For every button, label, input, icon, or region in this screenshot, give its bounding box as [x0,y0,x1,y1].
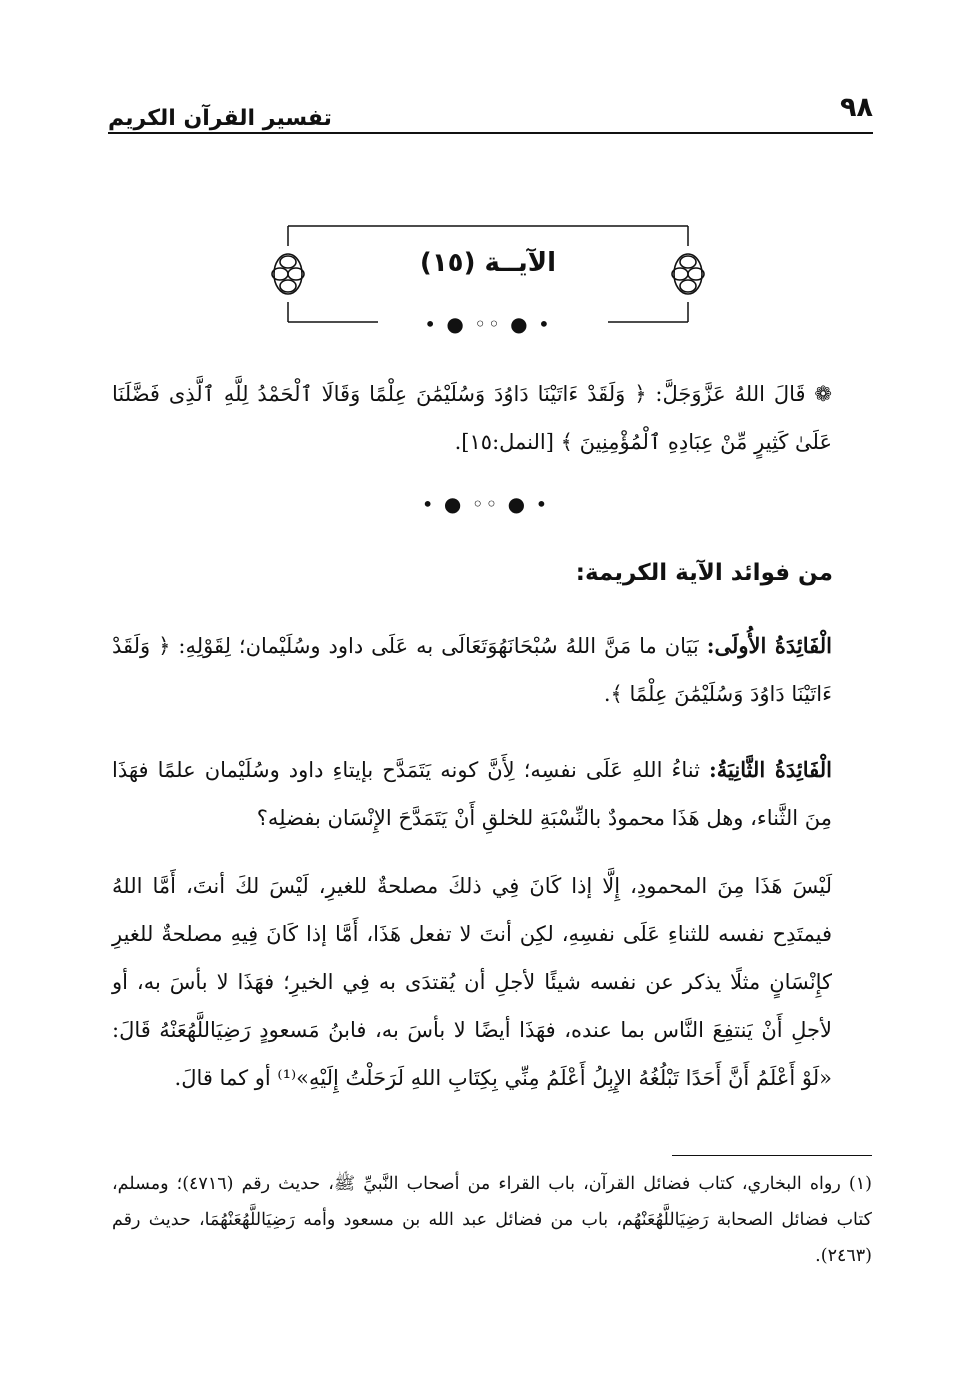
page-number: ٩٨ [840,92,873,123]
benefit-one [112,622,832,718]
header-rule [108,132,873,134]
ornament-dots-icon: • ● ◦◦ ● • [424,312,552,336]
benefit-two [112,746,832,842]
benefit-one-text: بَيَان ما مَنَّ اللهُ سُبْحَانَهُوَتَعَالَى به عَلَى داود وسُلَيْمان؛ لِقَوْلِهِ: ﴿ وَلَقَدْ ءَاتَيْنَا دَاوُدَ وَسُلَيْمَٰنَ عِلْمًا ﴾. [112,634,832,706]
ayah-title: الآيــة (١٥) [419,248,557,278]
benefit-two-text: ثناءُ اللهِ عَلَى نفسِه؛ لِأَنَّ كونه يَتَمَدَّح بإيتاءِ داود وسُلَيْمان علمًا فهَذَا مِنَ الثَّناء، وهل هَذَا محمودٌ بالنِّسْبَةِ للخلقِ أَنْ يَتَمَدَّحَ الإِنْسَان بفضلِه؟ [112,758,832,830]
explanation-paragraph: لَيْسَ هَذَا مِنَ المحمودِ، إِلَّا إذا كَانَ فِي ذلكَ مصلحةٌ للغيرِ، لَيْسَ لكَ أنتَ، أَمَّا اللهُ فيمتَدِح نفسه للثناءِ عَلَى نفسِهِ، لكِن أنتَ لا تفعل هَذَا، أَمَّا إذا كَانَ فِيهِ مصلحةٌ للغيرِ كإِنْسَانٍ مثلًا يذكر عن نفسه شيئًا لأجلِ أن يُقتدَى به فِي الخيرِ؛ فهَذَا لا بأسَ به، أو لأجلِ أَنْ يَنتفِعَ النَّاس بما عنده، فهَذَا أيضًا لا بأسَ به، فابنُ مَسعودٍ رَضِيَاللَّهُعَنْهُ قَالَ: «لَوْ أَعْلَمُ أَنَّ أَحَدًا تَبْلُغُهُ الإِبِلُ أَعْلَمُ مِنِّي بِكِتَابِ اللهِ لَرَحَلْتُ إِلَيْهِ»⁽¹⁾ أو كما قالَ. [112,874,832,1090]
benefit-one-lead: الْفَائِدَةُ الأُولَى: [706,633,832,658]
benefit-two-lead: الْفَائِدَةُ الثَّانِيَةُ: [709,757,832,782]
section-separator: • ● ◦◦ ● • [421,492,550,516]
section-heading: من فوائد الآية الكريمة: [575,560,833,586]
ayah-title-frame [258,218,718,348]
verse-paragraph: ❁ قَالَ اللهُ عَزَّوَجَلَّ: ﴿ وَلَقَدْ ءَاتَيْنَا دَاوُدَ وَسُلَيْمَٰنَ عِلْمًا وَقَالَا ٱلْحَمْدُ لِلَّهِ ٱلَّذِى فَضَّلَنَا عَلَىٰ كَثِيرٍ مِّنْ عِبَادِهِ ٱلْمُؤْمِنِينَ ﴾ [النمل:١٥]. [112,382,833,454]
footnote: (١) رواه البخاري، كتاب فضائل القرآن، باب القراء من أصحاب النَّبيِّ ﷺ، حديث رقم (٤٧١٦)؛ ومسلم، كتاب فضائل الصحابة رَضِيَاللَّهُعَنْهُم، باب من فضائل عبد الله بن مسعود وأمه رَضِيَاللَّهُعَنْهُمَا، حديث رقم (٢٤٦٣). [112,1174,872,1266]
book-title: تفسير القرآن الكريم [108,106,332,131]
running-header [108,92,873,138]
footnote-rule [672,1155,872,1156]
